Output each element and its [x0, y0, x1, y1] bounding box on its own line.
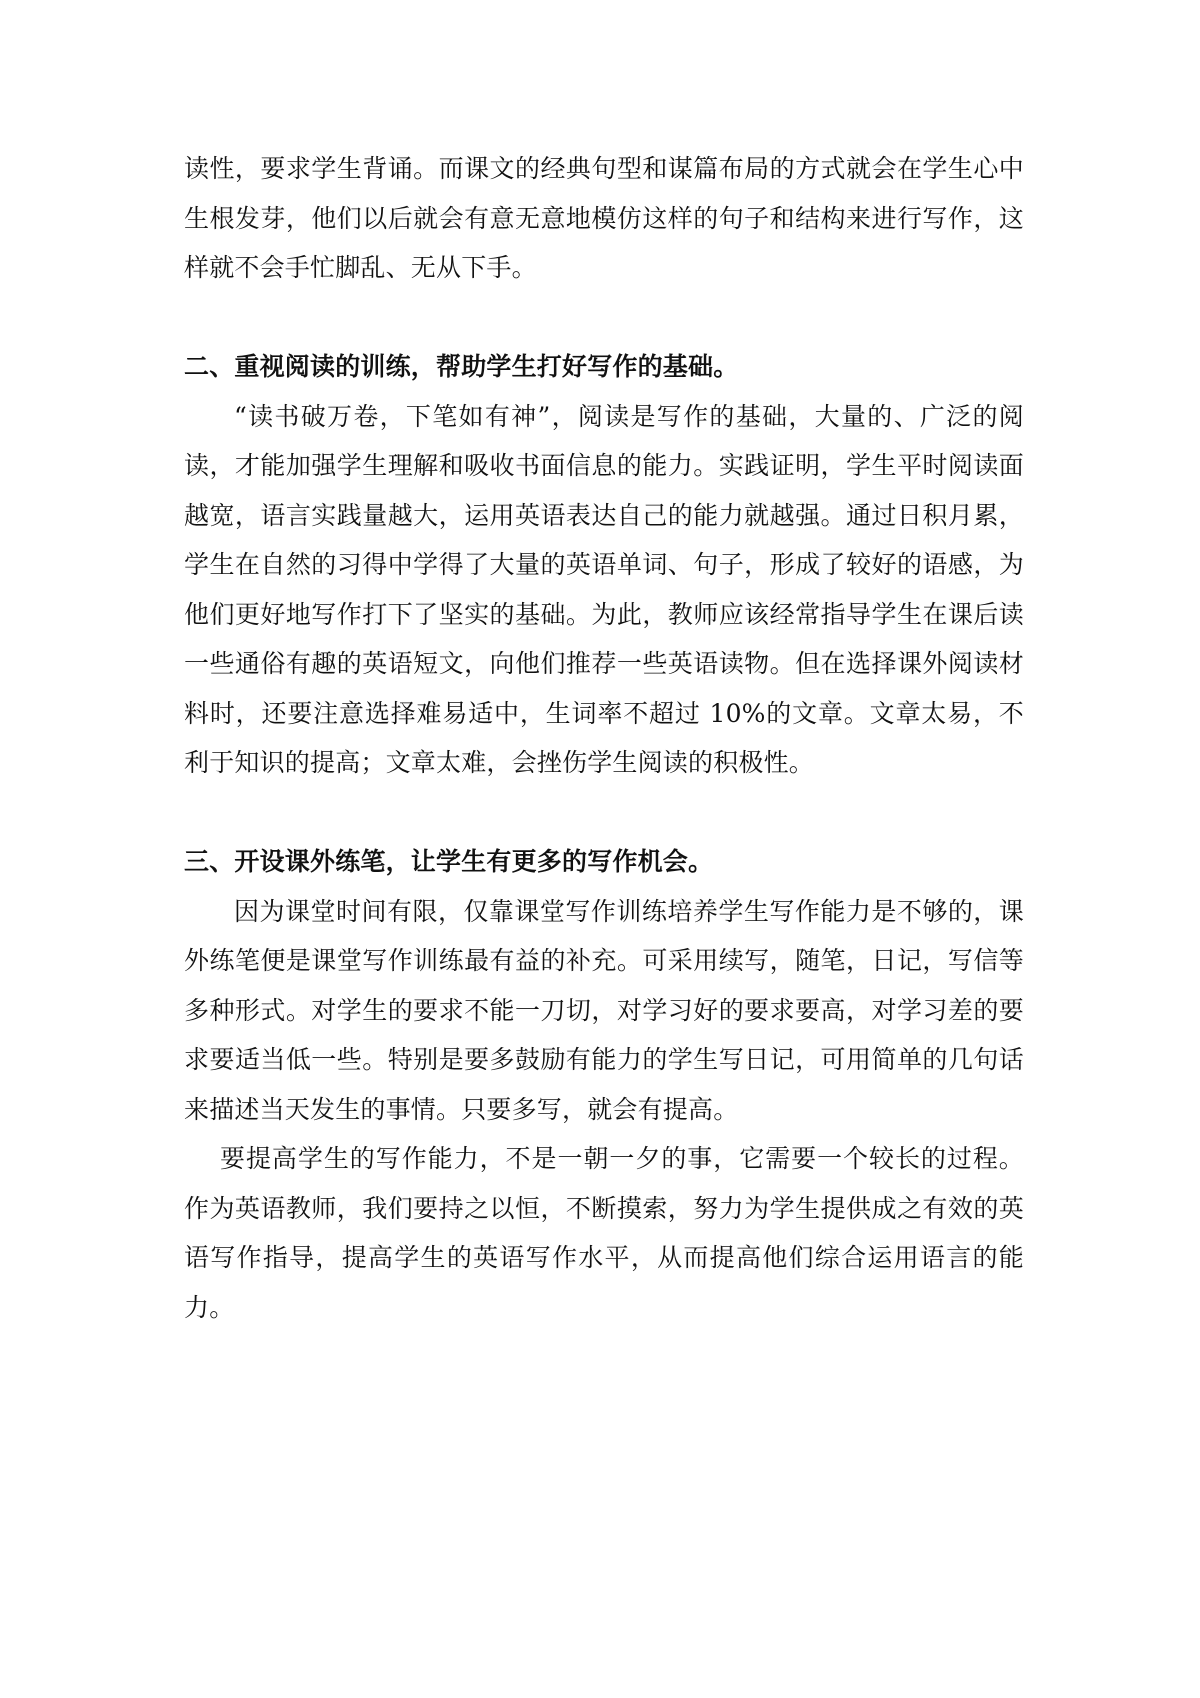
section-3-heading: 三、开设课外练笔，让学生有更多的写作机会。 [184, 847, 714, 876]
conclusion-paragraph: 要提高学生的写作能力，不是一朝一夕的事，它需要一个较长的过程。作为英语教师，我们要持之以恒，不断摸索，努力为学生提供成之有效的英语写作指导，提高学生的英语写作水平，从而提高他们综合运用语言的能力。 [184, 1144, 1024, 1322]
section-2-paragraph: “读书破万卷，下笔如有神”，阅读是写作的基础，大量的、广泛的阅读，才能加强学生理解和吸收书面信息的能力。实践证明，学生平时阅读面越宽，语言实践量越大，运用英语表达自己的能力就越强。通过日积月累，学生在自然的习得中学得了大量的英语单词、句子，形成了较好的语感，为他们更好地写作打下了坚实的基础。为此，教师应该经常指导学生在课后读一些通俗有趣的英语短文，向他们推荐一些英语读物。但在选择课外阅读材料时，还要注意选择难易适中，生词率不超过 10%的文章。文章太易，不利于知识的提高；文章太难，会挫伤学生阅读的积极性。 [184, 401, 1024, 777]
section-2-heading: 二、重视阅读的训练，帮助学生打好写作的基础。 [184, 352, 739, 381]
section-spacer [184, 788, 1024, 838]
section-3-paragraph: 因为课堂时间有限，仅靠课堂写作训练培养学生写作能力是不够的，课外练笔便是课堂写作训练最有益的补充。可采用续写，随笔，日记，写信等多种形式。对学生的要求不能一刀切，对学习好的要求要高，对学习差的要求要适当低一些。特别是要多鼓励有能力的学生写日记，可用简单的几句话来描述当天发生的事情。只要多写，就会有提高。 [184, 896, 1024, 1124]
document-body [184, 144, 1024, 1332]
intro-paragraph: 读性，要求学生背诵。而课文的经典句型和谋篇布局的方式就会在学生心中生根发芽，他们以后就会有意无意地模仿这样的句子和结构来进行写作，这样就不会手忙脚乱、无从下手。 [184, 154, 1024, 282]
section-spacer [184, 293, 1024, 343]
